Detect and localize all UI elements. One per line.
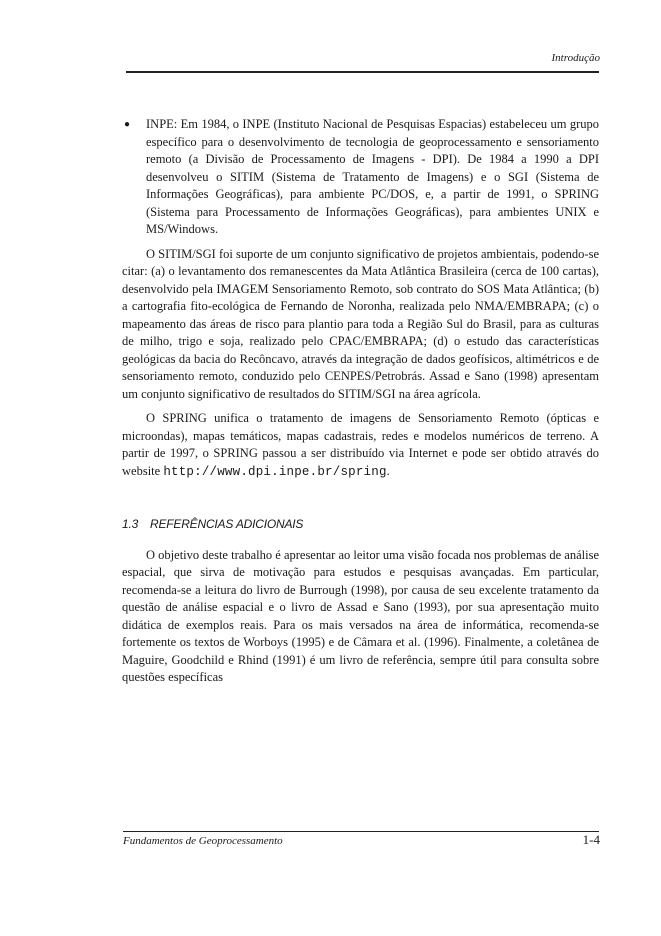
- spring-paragraph-text: O SPRING unifica o tratamento de imagens de Sensoriamento Remoto (ópticas e microondas), mapas temáticos, mapas cadastrais, redes e modelos numéricos de terreno. A partir de 1997, o SPRING passou a ser distribuído via Internet e pode ser obtido através do website: [122, 411, 599, 478]
- bullet-text: INPE: Em 1984, o INPE (Instituto Nacional de Pesquisas Espacias) estabeleceu um grupo específico para o desenvolvimento de tecnologia de geoprocessamento e sensoriamento remoto (a Divisão de Processamento de Imagens - DPI). De 1984 a 1990 a DPI desenvolveu o SITIM (Sistema de Tratamento de Imagens) e o SGI (Sistema de Informações Geográficas), para ambiente PC/DOS, e, a partir de 1991, o SPRING (Sistema para Processamento de Informações Geográficas), para ambientes UNIX e MS/Windows.: [146, 117, 599, 236]
- spring-website-link[interactable]: http://www.dpi.inpe.br/spring: [163, 464, 387, 479]
- paragraph-spring: [122, 410, 599, 481]
- spring-paragraph-end: .: [386, 463, 390, 478]
- footer-book-title: Fundamentos de Geoprocessamento: [123, 835, 283, 847]
- bullet-item-inpe: [122, 116, 599, 239]
- bullet-icon: ●: [124, 119, 131, 130]
- running-header: Introdução: [551, 52, 600, 64]
- section-number: 1.3: [122, 517, 139, 531]
- footer-rule: [123, 831, 599, 832]
- page-content: [122, 116, 599, 694]
- paragraph-references: O objetivo deste trabalho é apresentar ao leitor uma visão focada nos problemas de análise espacial, que sirva de motivação para estudos e pesquisas avançadas. Em particular, recomenda-se a leitura do livro de Burrough (1998), por causa de seu excelente tratamento da questão de análise espacial e o livro de Assad e Sano (1993), por sua apresentação muito didática de exemplos reais. Para os mais versados na área de informática, recomenda-se fortemente os textos de Worboys (1995) e de Câmara et al. (1996). Finalmente, a coletânea de Maguire, Goodchild e Rhind (1991) é um livro de referência, sempre útil para consulta sobre questões específicas: [122, 547, 599, 684]
- section-heading: [122, 516, 599, 534]
- page-number: 1-4: [582, 832, 600, 847]
- paragraph-sitim-sgi: O SITIM/SGI foi suporte de um conjunto significativo de projetos ambientais, podendo-se citar: (a) o levantamento dos remanescentes da Mata Atlântica Brasileira (cerca de 100 cartas), desenvolvido pela IMAGEM Sensoriamento Remoto, sob contrato do SOS Mata Atlântica; (b) a cartografia fito-ecológica de Fernando de Noronha, realizada pelo NMA/EMBRAPA; (c) o mapeamento das áreas de risco para plantio para toda a Região Sul do Brasil, para as culturas de milho, trigo e soja, realizado pelo CPAC/EMBRAPA; (d) o estudo das características geológicas da bacia do Recôncavo, através da integração de dados geofísicos, altimétricos e de sensoriamento remoto, conduzido pelo CENPES/Petrobrás. Assad e Sano (1998) apresentam um conjunto significativo de resultados do SITIM/SGI na área agrícola.: [122, 246, 599, 401]
- section-title: REFERÊNCIAS ADICIONAIS: [150, 517, 304, 531]
- header-rule: [126, 71, 599, 73]
